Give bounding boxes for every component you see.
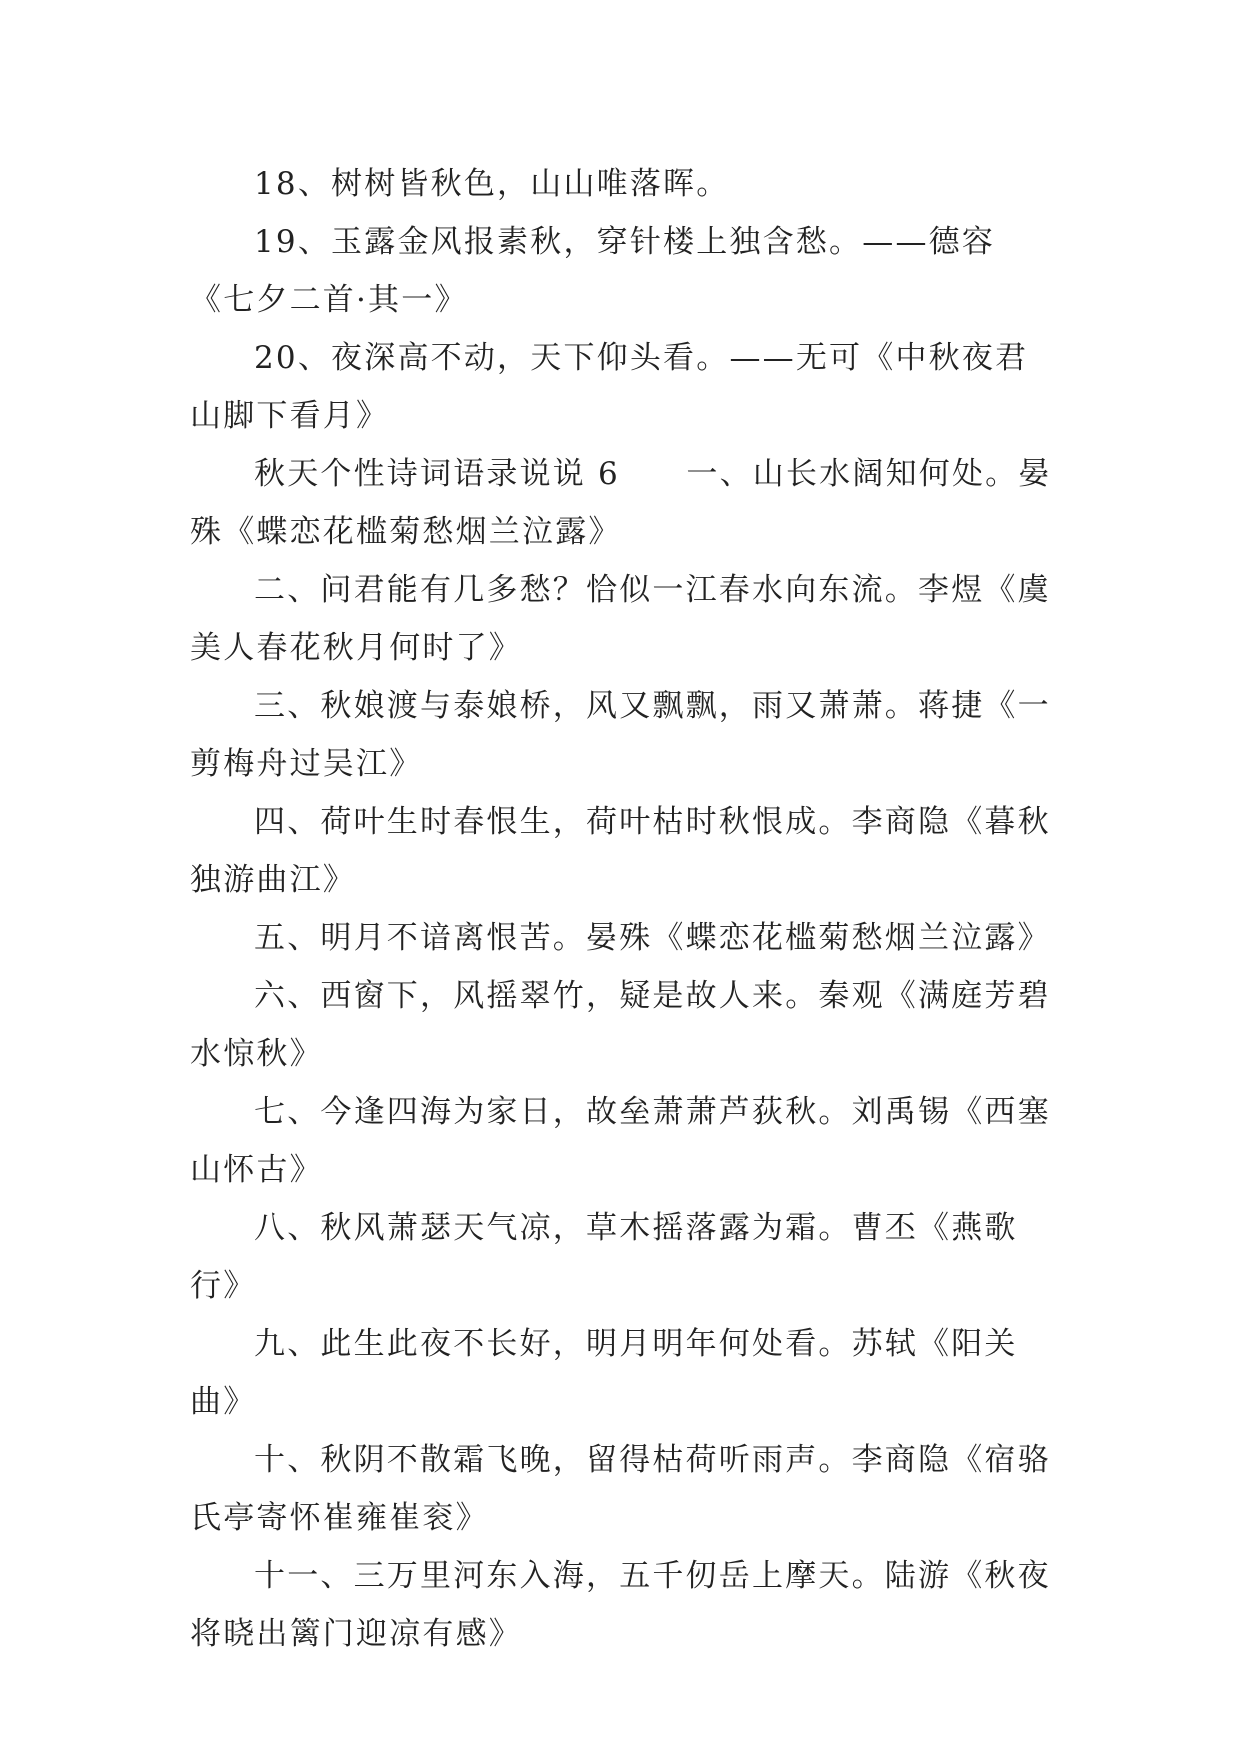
paragraph: 四、荷叶生时春恨生，荷叶枯时秋恨成。李商隐《暮秋独游曲江》 [190,804,1051,898]
paragraph: 六、西窗下，风摇翠竹，疑是故人来。秦观《满庭芳碧水惊秋》 [190,978,1051,1072]
paragraph: 20、夜深高不动，天下仰头看。——无可《中秋夜君山脚下看月》 [190,340,1029,434]
paragraph: 19、玉露金风报素秋，穿针楼上独含愁。——德容《七夕二首·其一》 [190,224,996,318]
paragraph: 七、今逢四海为家日，故垒萧萧芦荻秋。刘禹锡《西塞山怀古》 [190,1094,1051,1188]
paragraph: 九、此生此夜不长好，明月明年何处看。苏轼《阳关曲》 [190,1326,1018,1420]
paragraph: 18、树树皆秋色，山山唯落晖。 [254,166,730,202]
paragraph: 秋天个性诗词语录说说 6 一、山长水阔知何处。晏殊《蝶恋花槛菊愁烟兰泣露》 [190,456,1052,550]
paragraph: 八、秋风萧瑟天气凉，草木摇落露为霜。曹丕《燕歌行》 [190,1210,1018,1304]
document-body [190,155,1055,1663]
paragraph: 十一、三万里河东入海，五千仞岳上摩天。陆游《秋夜将晓出篱门迎凉有感》 [190,1558,1051,1652]
paragraph: 二、问君能有几多愁？恰似一江春水向东流。李煜《虞美人春花秋月何时了》 [190,572,1051,666]
paragraph: 五、明月不谙离恨苦。晏殊《蝶恋花槛菊愁烟兰泣露》 [254,920,1051,956]
paragraph: 三、秋娘渡与泰娘桥，风又飘飘，雨又萧萧。蒋捷《一剪梅舟过吴江》 [190,688,1051,782]
paragraph: 十、秋阴不散霜飞晚，留得枯荷听雨声。李商隐《宿骆氏亭寄怀崔雍崔衮》 [190,1442,1051,1536]
